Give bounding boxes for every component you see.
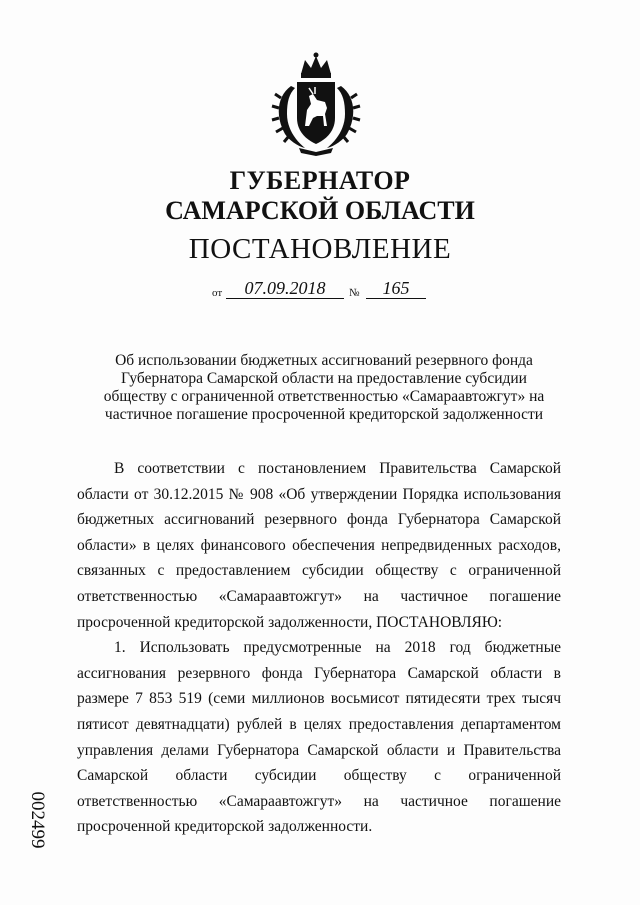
date-label: от [212, 287, 223, 299]
document-type-heading: ПОСТАНОВЛЕНИЕ [188, 233, 452, 265]
document-subject: Об использовании бюджетных ассигнований резервного фонда Губернатора Самарской области на предоставление субсидии обществу с ограниченной ответственностью «Самараавтожгут» на частичное погашение просроченной кредиторской задолженности [103, 352, 545, 423]
samara-coat-of-arms-icon [271, 52, 361, 156]
document-date: 07.09.2018 [226, 278, 344, 299]
margin-stamp-text: 002499 [27, 791, 48, 849]
document-number: 165 [366, 278, 426, 299]
preamble-paragraph: В соответствии с постановлением Правительства Самарской области от 30.12.2015 № 908 «Об утверждении Порядка использования бюджетных ассигнований резервного фонда Губернатора Самарской области» в целях финансового обеспечения непредвиденных расходов, связанных с предоставлением субсидии обществу с ограниченной ответственностью «Самараавтожгут» на частичное погашение просроченной кредиторской задолженности, ПОСТАНОВЛЯЮ: [77, 460, 561, 631]
document-body [77, 456, 561, 840]
margin-stamp-number [22, 790, 52, 850]
clause-1-paragraph: 1. Использовать предусмотренные на 2018 год бюджетные ассигнования резервного фонда Губернатора Самарской области в размере 7 853 519 (семи миллионов восьмисот пятидесяти трех тысяч пятисот девятнадцати) рублей в целях предоставления департаментом управления делами Губернатора Самарской области и Правительства Самарской области субсидии обществу с ограниченной ответственностью «Самараавтожгут» на частичное погашение просроченной кредиторской задолженности. [77, 639, 561, 836]
number-label: № [349, 287, 360, 299]
issuer-title-line2: САМАРСКОЙ ОБЛАСТИ [165, 196, 475, 225]
date-number-line [212, 278, 432, 302]
issuer-title-line1: ГУБЕРНАТОР [229, 166, 411, 195]
